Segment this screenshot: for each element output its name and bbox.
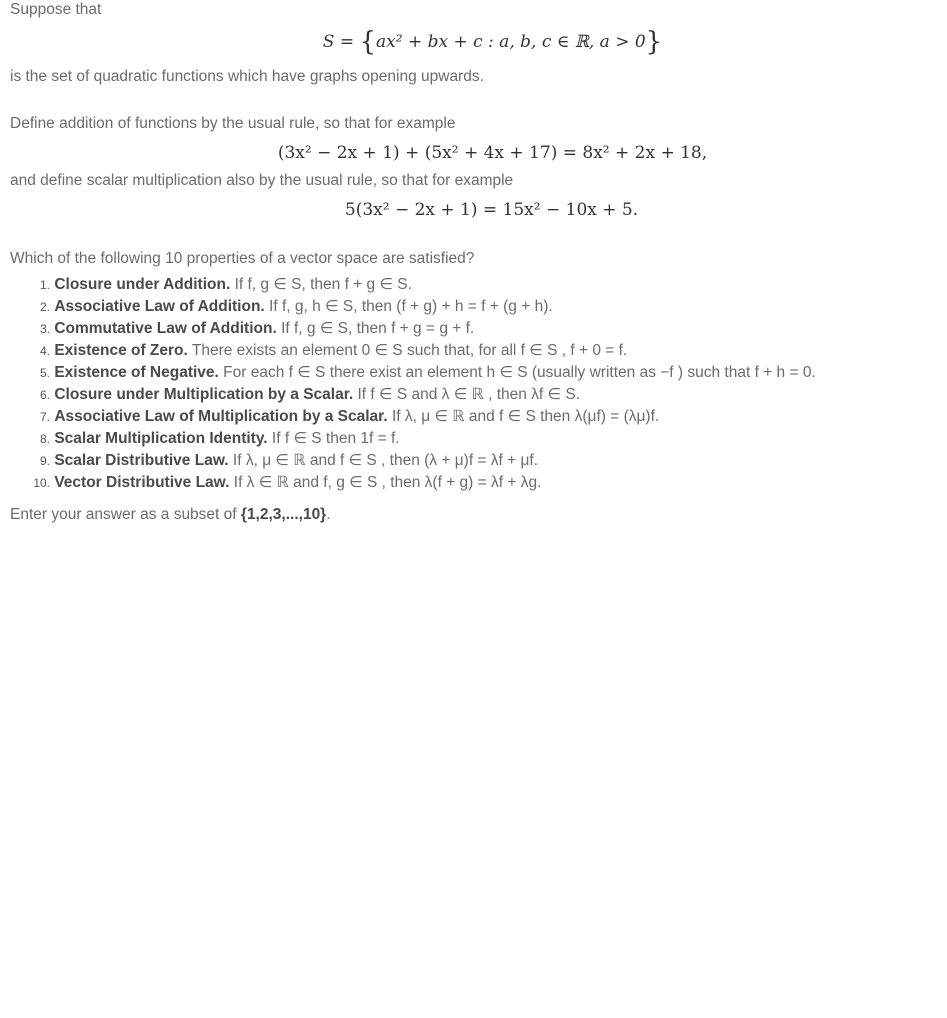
- addition-example: (3x² − 2x + 1) + (5x² + 4x + 17) = 8x² + 2x + 18,: [277, 143, 708, 163]
- set-body: ax² + bx + c : a, b, c ∈ ℝ, a > 0: [376, 32, 646, 52]
- property-title: Commutative Law of Addition.: [54, 320, 277, 337]
- property-item: [30, 362, 816, 384]
- properties-list: [30, 274, 816, 494]
- property-number: 8.: [39, 432, 50, 446]
- property-title: Existence of Zero.: [54, 342, 188, 359]
- property-number: 6.: [39, 388, 50, 402]
- property-item: [30, 340, 816, 362]
- property-title: Scalar Distributive Law.: [54, 452, 229, 469]
- property-number: 5.: [39, 366, 50, 380]
- property-text: If f, g ∈ S, then f + g ∈ S.: [230, 276, 412, 293]
- property-title: Associative Law of Addition.: [54, 298, 265, 315]
- property-item: [30, 274, 816, 296]
- left-brace: {: [359, 27, 377, 57]
- property-text: There exists an element 0 ∈ S such that, for all f ∈ S , f + 0 = f.: [187, 342, 628, 359]
- right-brace: }: [645, 27, 663, 57]
- property-item: [30, 472, 816, 494]
- property-number: 9.: [39, 454, 50, 468]
- property-item: [30, 450, 816, 472]
- question-text: Which of the following 10 properties of a vector space are satisfied?: [10, 250, 475, 267]
- addition-intro: Define addition of functions by the usual rule, so that for example: [10, 115, 456, 132]
- set-lhs: S =: [322, 32, 360, 52]
- property-title: Scalar Multiplication Identity.: [54, 430, 268, 447]
- property-item: [30, 406, 816, 428]
- property-item: [30, 318, 816, 340]
- property-item: [30, 428, 816, 450]
- property-text: If f, g ∈ S, then f + g = g + f.: [276, 320, 475, 337]
- property-number: 4.: [39, 344, 50, 358]
- property-title: Vector Distributive Law.: [54, 474, 230, 491]
- answer-period: .: [326, 506, 331, 523]
- scalar-intro: and define scalar multiplication also by the usual rule, so that for example: [10, 172, 514, 189]
- property-number: 10.: [33, 476, 50, 490]
- property-text: If f ∈ S then 1f = f.: [267, 430, 400, 447]
- property-text: If f ∈ S and λ ∈ ℝ , then λf ∈ S.: [353, 386, 580, 403]
- property-text: For each f ∈ S there exist an element h ∈ S (usually written as −f ) such that f + h = 0.: [218, 364, 816, 381]
- property-text: If λ, μ ∈ ℝ and f ∈ S then λ(μf) = (λμ)f.: [387, 408, 660, 425]
- property-number: 1.: [39, 278, 50, 292]
- property-title: Closure under Multiplication by a Scalar.: [54, 386, 354, 403]
- property-text: If λ, μ ∈ ℝ and f ∈ S , then (λ + μ)f = λf + μf.: [228, 452, 539, 469]
- property-number: 7.: [39, 410, 50, 424]
- property-item: [30, 384, 816, 406]
- scalar-example: 5(3x² − 2x + 1) = 15x² − 10x + 5.: [344, 200, 639, 220]
- property-title: Closure under Addition.: [54, 276, 231, 293]
- property-text: If λ ∈ ℝ and f, g ∈ S , then λ(f + g) = λf + λg.: [229, 474, 542, 491]
- property-text: If f, g, h ∈ S, then (f + g) + h = f + (g + h).: [264, 298, 553, 315]
- answer-prompt: Enter your answer as a subset of: [10, 506, 241, 523]
- answer-instructions: [10, 506, 331, 524]
- set-definition: [0, 27, 947, 57]
- property-number: 2.: [39, 300, 50, 314]
- intro-text: Suppose that: [10, 1, 102, 18]
- property-number: 3.: [39, 322, 50, 336]
- property-item: [30, 296, 816, 318]
- answer-set: {1,2,3,...,10}: [240, 506, 327, 523]
- property-title: Associative Law of Multiplication by a Scalar.: [54, 408, 388, 425]
- property-title: Existence of Negative.: [54, 364, 219, 381]
- set-description: is the set of quadratic functions which have graphs opening upwards.: [10, 68, 484, 85]
